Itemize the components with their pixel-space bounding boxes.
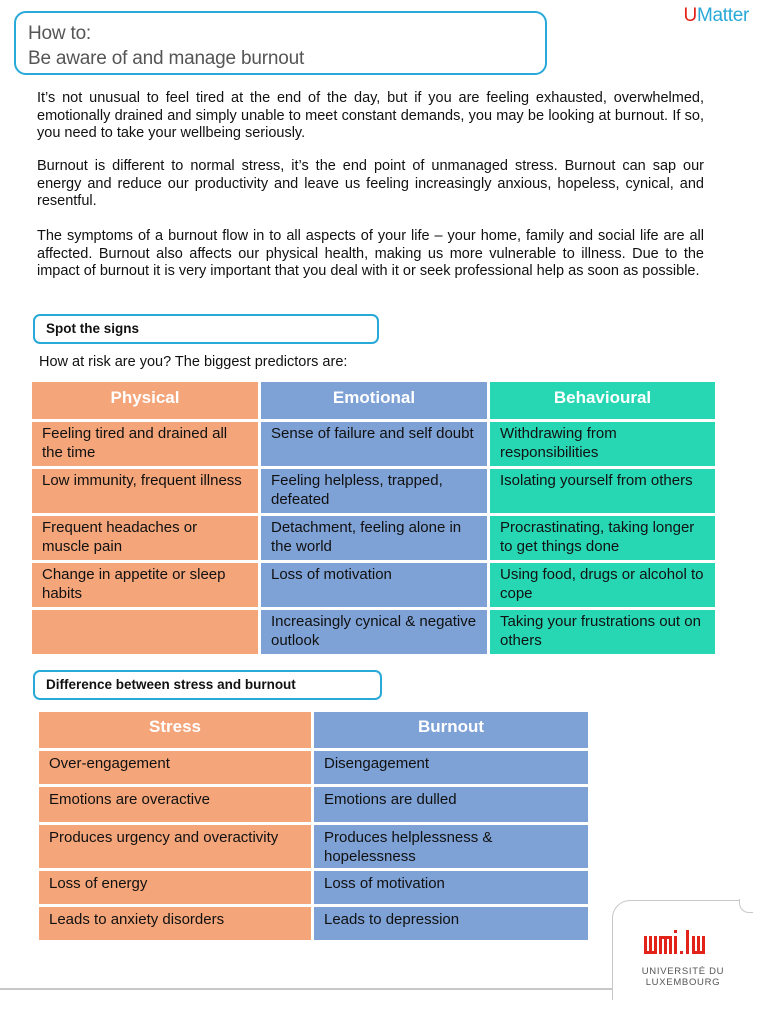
header-physical: Physical (32, 382, 258, 419)
behavioural-cell: Using food, drugs or alcohol to cope (490, 563, 715, 607)
spot-signs-heading: Spot the signs (33, 314, 379, 344)
title-line-1: How to: (28, 23, 92, 44)
burnout-cell: Disengagement (314, 751, 588, 784)
physical-cell-empty (32, 610, 258, 654)
signs-lead-text: How at risk are you? The biggest predictors are: (39, 354, 348, 370)
intro-paragraph-1: It’s not unusual to feel tired at the end of the day, but if you are feeling exhausted, overwhelmed, emotionally drained and simply unable to meet constant demands, you may be looking at burnout. If so, you need to take your wellbeing seriously. (37, 90, 704, 141)
burnout-cell: Emotions are dulled (314, 787, 588, 822)
university-name: UNIVERSITÉ DU LUXEMBOURG (641, 966, 725, 988)
header-emotional: Emotional (261, 382, 487, 419)
emotional-cell: Sense of failure and self doubt (261, 422, 487, 466)
signs-table (32, 382, 715, 654)
logo-frame-fold (739, 899, 753, 913)
stress-cell: Emotions are overactive (39, 787, 311, 822)
burnout-cell: Leads to depression (314, 907, 588, 940)
header-burnout: Burnout (314, 712, 588, 748)
physical-cell: Frequent headaches or muscle pain (32, 516, 258, 560)
emotional-cell: Increasingly cynical & negative outlook (261, 610, 487, 654)
behavioural-cell: Isolating yourself from others (490, 469, 715, 513)
difference-heading: Difference between stress and burnout (33, 670, 382, 700)
difference-table (39, 712, 588, 940)
behavioural-cell: Procrastinating, taking longer to get things done (490, 516, 715, 560)
intro-paragraph-2: Burnout is different to normal stress, it’s the end point of unmanaged stress. Burnout can sap our energy and reduce our productivity and leave us feeling increasingly anxious, hopeless, cynical, and resentful. (37, 158, 704, 209)
uni-lu-logo-icon (642, 922, 722, 962)
emotional-cell: Feeling helpless, trapped, defeated (261, 469, 487, 513)
stress-cell: Over-engagement (39, 751, 311, 784)
emotional-cell: Loss of motivation (261, 563, 487, 607)
header-stress: Stress (39, 712, 311, 748)
physical-cell: Low immunity, frequent illness (32, 469, 258, 513)
stress-cell: Leads to anxiety disorders (39, 907, 311, 940)
stress-cell: Produces urgency and overactivity (39, 825, 311, 868)
emotional-cell: Detachment, feeling alone in the world (261, 516, 487, 560)
behavioural-cell: Taking your frustrations out on others (490, 610, 715, 654)
behavioural-cell: Withdrawing from responsibilities (490, 422, 715, 466)
stress-cell: Loss of energy (39, 871, 311, 904)
physical-cell: Feeling tired and drained all the time (32, 422, 258, 466)
title-box (14, 11, 547, 75)
brand-logo: UMatter (683, 5, 749, 26)
physical-cell: Change in appetite or sleep habits (32, 563, 258, 607)
footer-divider (0, 988, 612, 990)
header-behavioural: Behavioural (490, 382, 715, 419)
intro-paragraph-3: The symptoms of a burnout flow in to all aspects of your life – your home, family and social life are all affected. Burnout also affects our physical health, making us more vulnerable to illness. Due to the impact of burnout it is very important that you deal with it or seek professional help as soon as possible. (37, 228, 704, 279)
burnout-cell: Loss of motivation (314, 871, 588, 904)
title-line-2: Be aware of and manage burnout (28, 48, 305, 69)
burnout-cell: Produces helplessness & hopelessness (314, 825, 588, 868)
